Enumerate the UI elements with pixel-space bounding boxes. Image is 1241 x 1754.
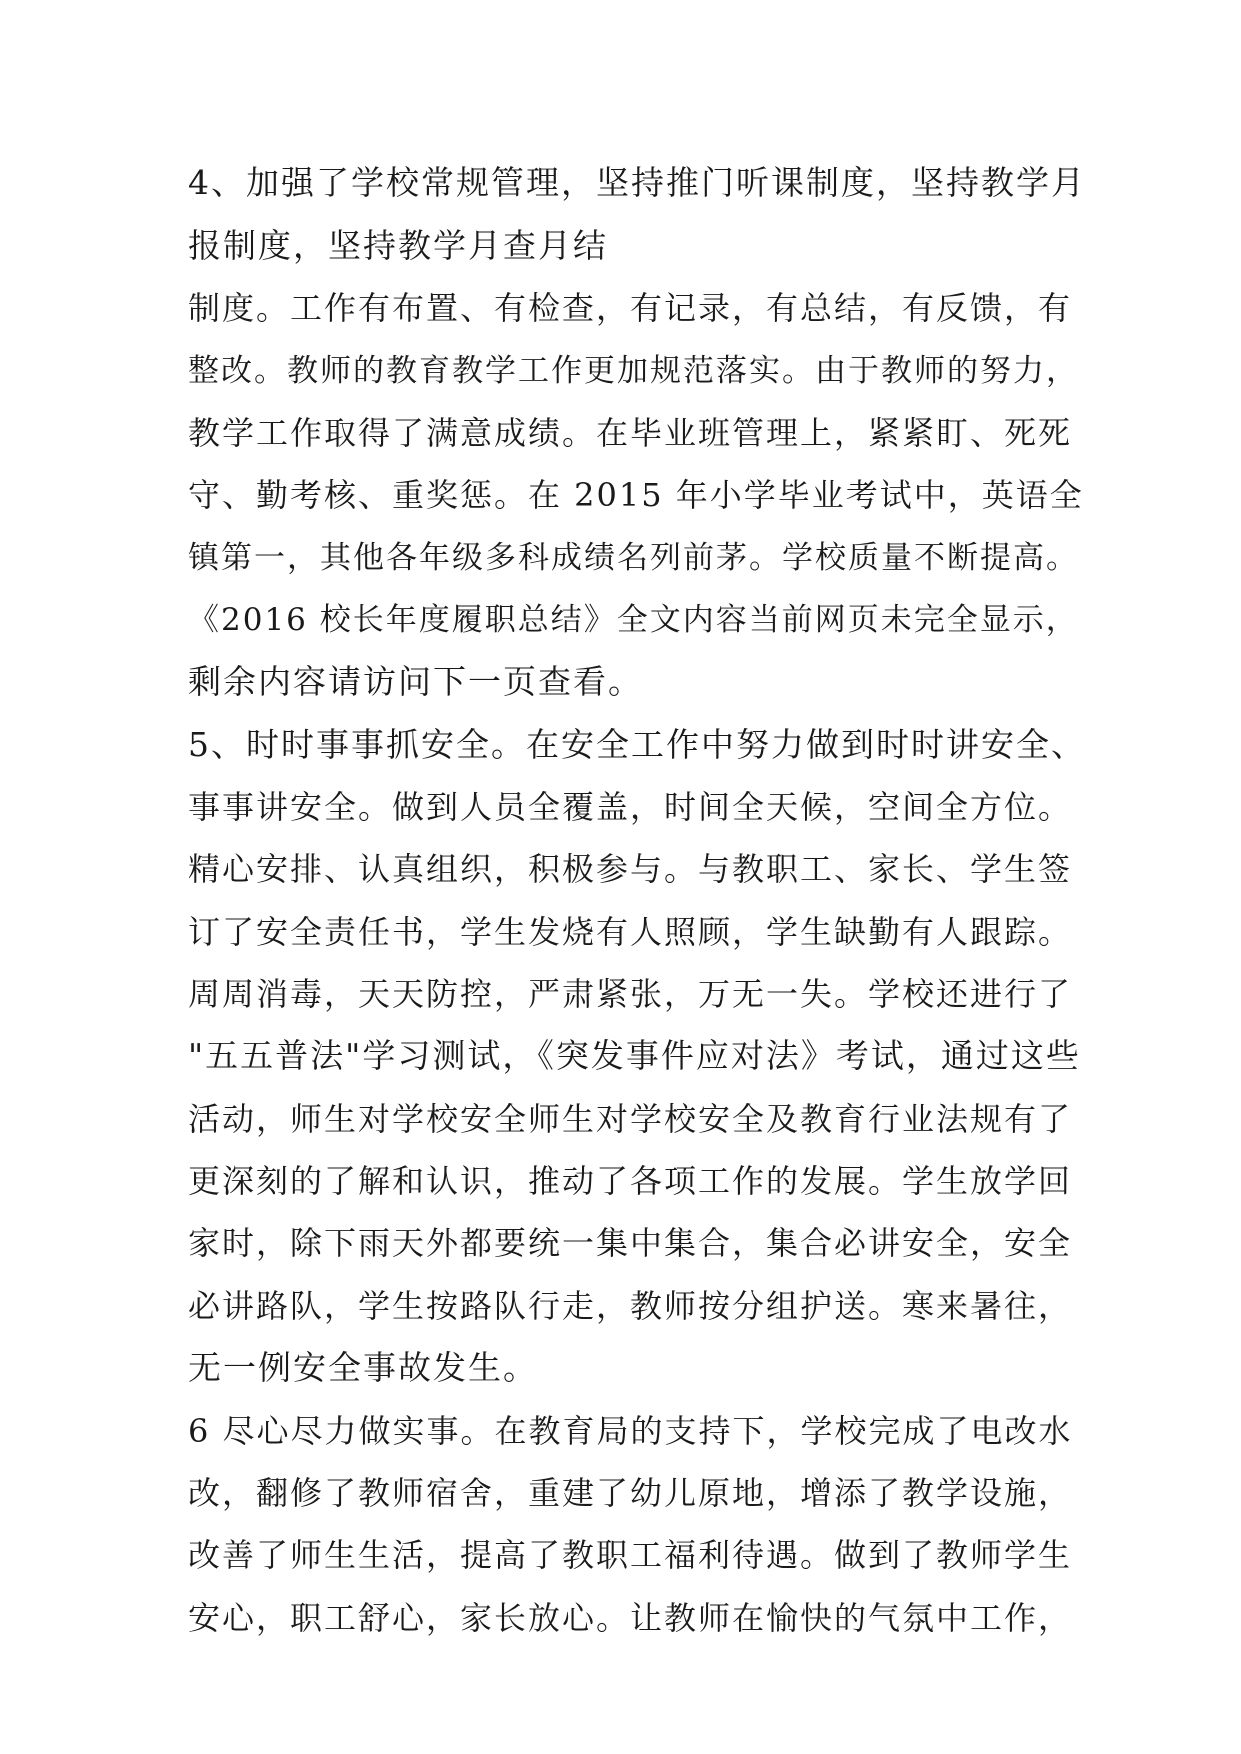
text-line: 守、勤考核、重奖惩。在 2015 年小学毕业考试中，英语全 <box>188 476 1084 514</box>
text-line: 教学工作取得了满意成绩。在毕业班管理上，紧紧盯、死死 <box>188 414 1073 452</box>
text-line: 精心安排、认真组织，积极参与。与教职工、家长、学生签 <box>188 850 1073 888</box>
text-line: 镇第一，其他各年级多科成绩名列前茅。学校质量不断提高。 <box>188 540 1079 576</box>
text-line: 《2016 校长年度履职总结》全文内容当前网页未完全显示， <box>188 602 1079 638</box>
text-line: 无一例安全事故发生。 <box>188 1348 538 1387</box>
text-line: 制度。工作有布置、有检查，有记录，有总结，有反馈，有 <box>188 289 1073 327</box>
text-line: 5、时时事事抓安全。在安全工作中努力做到时时讲安全、 <box>188 725 1086 764</box>
text-line: 整改。教师的教育教学工作更加规范落实。由于教师的努力， <box>188 353 1079 389</box>
text-line: 改善了师生生活，提高了教职工福利待遇。做到了教师学生 <box>188 1536 1073 1574</box>
text-line: "五五普法"学习测试，《突发事件应对法》考试，通过这些 <box>188 1036 1081 1075</box>
text-line: 活动，师生对学校安全师生对学校安全及教育行业法规有了 <box>188 1100 1073 1138</box>
text-line: 报制度，坚持教学月查月结 <box>188 226 608 265</box>
text-line: 事事讲安全。做到人员全覆盖，时间全天候，空间全方位。 <box>188 788 1073 826</box>
text-line: 周周消毒，天天防控，严肃紧张，万无一失。学校还进行了 <box>188 975 1073 1013</box>
text-line: 改，翻修了教师宿舍，重建了幼儿原地，增添了教学设施， <box>188 1474 1073 1512</box>
text-line: 必讲路队，学生按路队行走，教师按分组护送。寒来暑往， <box>188 1287 1073 1325</box>
text-line: 家时，除下雨天外都要统一集中集合，集合必讲安全，安全 <box>188 1224 1073 1262</box>
text-line: 更深刻的了解和认识，推动了各项工作的发展。学生放学回 <box>188 1162 1073 1200</box>
text-line: 剩余内容请访问下一页查看。 <box>188 662 643 701</box>
text-line: 6 尽心尽力做实事。在教育局的支持下，学校完成了电改水 <box>188 1412 1073 1450</box>
text-line: 安心，职工舒心，家长放心。让教师在愉快的气氛中工作， <box>188 1599 1073 1637</box>
text-line: 4、加强了学校常规管理，坚持推门听课制度，坚持教学月 <box>188 163 1086 202</box>
text-line: 订了安全责任书，学生发烧有人照顾，学生缺勤有人跟踪。 <box>188 913 1073 951</box>
